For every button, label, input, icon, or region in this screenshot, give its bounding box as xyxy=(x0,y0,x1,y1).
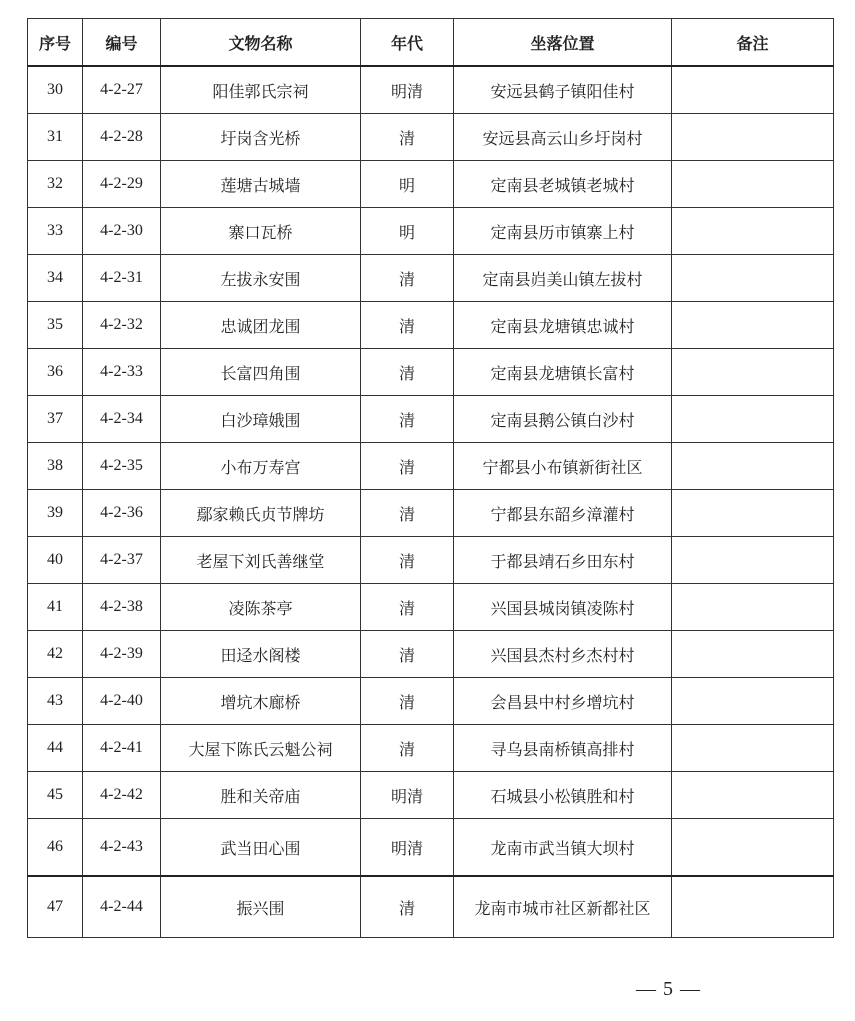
header-serial: 序号 xyxy=(28,19,83,67)
remarks-cell xyxy=(672,443,834,490)
heritage-list-table xyxy=(27,18,834,938)
serial-cell: 44 xyxy=(28,725,83,772)
era-cell: 清 xyxy=(361,537,454,584)
era-cell: 明清 xyxy=(361,772,454,819)
table-row xyxy=(28,631,834,678)
code-cell: 4-2-32 xyxy=(83,302,161,349)
location-cell: 龙南市武当镇大坝村 xyxy=(454,819,672,877)
serial-cell: 34 xyxy=(28,255,83,302)
serial-cell: 36 xyxy=(28,349,83,396)
table-row xyxy=(28,678,834,725)
relic-name-cell: 左拔永安围 xyxy=(161,255,361,302)
code-cell: 4-2-42 xyxy=(83,772,161,819)
remarks-cell xyxy=(672,678,834,725)
era-cell: 清 xyxy=(361,349,454,396)
location-cell: 寻乌县南桥镇高排村 xyxy=(454,725,672,772)
location-cell: 石城县小松镇胜和村 xyxy=(454,772,672,819)
relic-name-cell: 寨口瓦桥 xyxy=(161,208,361,255)
location-cell: 定南县岿美山镇左拔村 xyxy=(454,255,672,302)
table-row xyxy=(28,537,834,584)
remarks-cell xyxy=(672,876,834,938)
remarks-cell xyxy=(672,302,834,349)
location-cell: 定南县鹅公镇白沙村 xyxy=(454,396,672,443)
location-cell: 于都县靖石乡田东村 xyxy=(454,537,672,584)
relic-name-cell: 老屋下刘氏善继堂 xyxy=(161,537,361,584)
era-cell: 清 xyxy=(361,396,454,443)
table-row xyxy=(28,66,834,114)
table-row xyxy=(28,584,834,631)
code-cell: 4-2-40 xyxy=(83,678,161,725)
location-cell: 宁都县小布镇新街社区 xyxy=(454,443,672,490)
relic-name-cell: 长富四角围 xyxy=(161,349,361,396)
header-code: 编号 xyxy=(83,19,161,67)
relic-name-cell: 小布万寿宫 xyxy=(161,443,361,490)
code-cell: 4-2-41 xyxy=(83,725,161,772)
table-row xyxy=(28,349,834,396)
remarks-cell xyxy=(672,631,834,678)
relic-name-cell: 武当田心围 xyxy=(161,819,361,877)
code-cell: 4-2-34 xyxy=(83,396,161,443)
location-cell: 会昌县中村乡增坑村 xyxy=(454,678,672,725)
era-cell: 清 xyxy=(361,443,454,490)
serial-cell: 41 xyxy=(28,584,83,631)
remarks-cell xyxy=(672,349,834,396)
table-row xyxy=(28,255,834,302)
era-cell: 清 xyxy=(361,255,454,302)
table-row xyxy=(28,114,834,161)
header-era: 年代 xyxy=(361,19,454,67)
code-cell: 4-2-29 xyxy=(83,161,161,208)
header-location: 坐落位置 xyxy=(454,19,672,67)
remarks-cell xyxy=(672,66,834,114)
serial-cell: 43 xyxy=(28,678,83,725)
era-cell: 清 xyxy=(361,876,454,938)
serial-cell: 46 xyxy=(28,819,83,877)
location-cell: 安远县鹤子镇阳佳村 xyxy=(454,66,672,114)
table-row xyxy=(28,443,834,490)
relic-name-cell: 忠诚团龙围 xyxy=(161,302,361,349)
serial-cell: 38 xyxy=(28,443,83,490)
code-cell: 4-2-35 xyxy=(83,443,161,490)
location-cell: 定南县龙塘镇长富村 xyxy=(454,349,672,396)
relic-name-cell: 白沙璋娥围 xyxy=(161,396,361,443)
era-cell: 清 xyxy=(361,725,454,772)
code-cell: 4-2-39 xyxy=(83,631,161,678)
table-row xyxy=(28,772,834,819)
table-row xyxy=(28,490,834,537)
table-header-row xyxy=(28,19,834,67)
table-row xyxy=(28,208,834,255)
code-cell: 4-2-43 xyxy=(83,819,161,877)
location-cell: 定南县历市镇寨上村 xyxy=(454,208,672,255)
remarks-cell xyxy=(672,208,834,255)
era-cell: 清 xyxy=(361,302,454,349)
era-cell: 清 xyxy=(361,584,454,631)
location-cell: 定南县龙塘镇忠诚村 xyxy=(454,302,672,349)
serial-cell: 37 xyxy=(28,396,83,443)
code-cell: 4-2-30 xyxy=(83,208,161,255)
era-cell: 清 xyxy=(361,631,454,678)
location-cell: 宁都县东韶乡漳灌村 xyxy=(454,490,672,537)
remarks-cell xyxy=(672,396,834,443)
relic-name-cell: 鄢家赖氏贞节牌坊 xyxy=(161,490,361,537)
relic-name-cell: 凌陈茶亭 xyxy=(161,584,361,631)
code-cell: 4-2-36 xyxy=(83,490,161,537)
location-cell: 龙南市城市社区新都社区 xyxy=(454,876,672,938)
location-cell: 定南县老城镇老城村 xyxy=(454,161,672,208)
relic-name-cell: 田迳水阁楼 xyxy=(161,631,361,678)
table-row xyxy=(28,876,834,938)
code-cell: 4-2-37 xyxy=(83,537,161,584)
era-cell: 清 xyxy=(361,490,454,537)
code-cell: 4-2-28 xyxy=(83,114,161,161)
code-cell: 4-2-33 xyxy=(83,349,161,396)
code-cell: 4-2-31 xyxy=(83,255,161,302)
serial-cell: 45 xyxy=(28,772,83,819)
serial-cell: 32 xyxy=(28,161,83,208)
table-body xyxy=(28,66,834,938)
header-relic-name: 文物名称 xyxy=(161,19,361,67)
remarks-cell xyxy=(672,819,834,877)
remarks-cell xyxy=(672,584,834,631)
code-cell: 4-2-27 xyxy=(83,66,161,114)
serial-cell: 42 xyxy=(28,631,83,678)
serial-cell: 33 xyxy=(28,208,83,255)
remarks-cell xyxy=(672,772,834,819)
location-cell: 兴国县杰村乡杰村村 xyxy=(454,631,672,678)
table-row xyxy=(28,725,834,772)
remarks-cell xyxy=(672,161,834,208)
relic-name-cell: 莲塘古城墙 xyxy=(161,161,361,208)
relic-name-cell: 圩岗含光桥 xyxy=(161,114,361,161)
relic-name-cell: 振兴围 xyxy=(161,876,361,938)
code-cell: 4-2-44 xyxy=(83,876,161,938)
header-remarks: 备注 xyxy=(672,19,834,67)
serial-cell: 39 xyxy=(28,490,83,537)
era-cell: 明 xyxy=(361,161,454,208)
location-cell: 兴国县城岗镇凌陈村 xyxy=(454,584,672,631)
remarks-cell xyxy=(672,114,834,161)
remarks-cell xyxy=(672,537,834,584)
relic-name-cell: 增坑木廊桥 xyxy=(161,678,361,725)
era-cell: 明清 xyxy=(361,66,454,114)
relic-name-cell: 大屋下陈氏云魁公祠 xyxy=(161,725,361,772)
page-number: — 5 — xyxy=(636,978,701,1000)
remarks-cell xyxy=(672,725,834,772)
era-cell: 明清 xyxy=(361,819,454,877)
relic-name-cell: 胜和关帝庙 xyxy=(161,772,361,819)
code-cell: 4-2-38 xyxy=(83,584,161,631)
era-cell: 清 xyxy=(361,114,454,161)
table-row xyxy=(28,396,834,443)
location-cell: 安远县高云山乡圩岗村 xyxy=(454,114,672,161)
serial-cell: 47 xyxy=(28,876,83,938)
serial-cell: 30 xyxy=(28,66,83,114)
serial-cell: 31 xyxy=(28,114,83,161)
table-row xyxy=(28,819,834,877)
serial-cell: 35 xyxy=(28,302,83,349)
relic-name-cell: 阳佳郭氏宗祠 xyxy=(161,66,361,114)
remarks-cell xyxy=(672,255,834,302)
table-row xyxy=(28,161,834,208)
table-row xyxy=(28,302,834,349)
era-cell: 明 xyxy=(361,208,454,255)
remarks-cell xyxy=(672,490,834,537)
serial-cell: 40 xyxy=(28,537,83,584)
era-cell: 清 xyxy=(361,678,454,725)
